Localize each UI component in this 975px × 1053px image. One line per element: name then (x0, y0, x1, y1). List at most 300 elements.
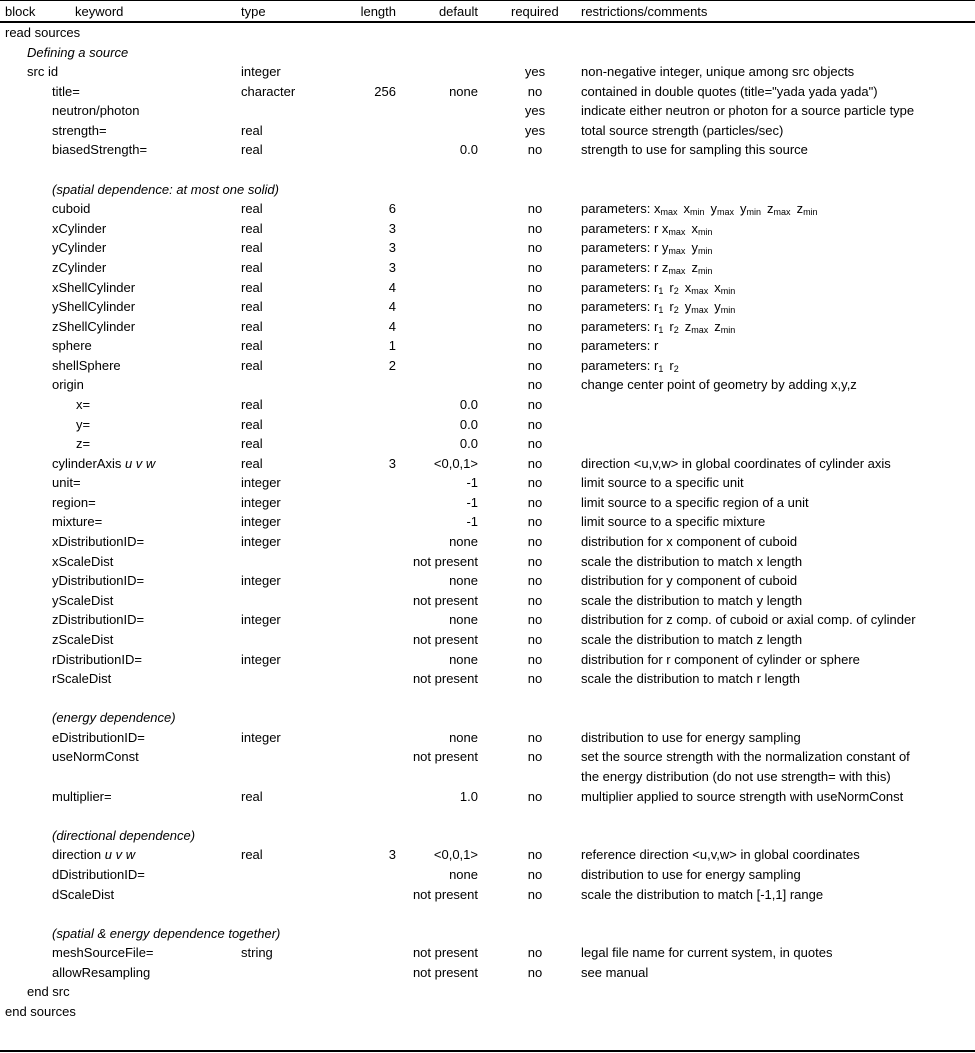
default-cell: 0.0 (459, 417, 478, 432)
default-cell: not present (412, 593, 478, 608)
required-cell: no (527, 965, 543, 980)
keyword-text: zShellCylinder (52, 319, 136, 334)
comment-cell (581, 632, 802, 648)
keyword-text: biasedStrength= (52, 142, 148, 157)
comment-cell (581, 554, 802, 570)
keyword-cell (76, 417, 90, 433)
comment-text: distribution for y component of cuboid (581, 573, 798, 588)
required-cell: no (527, 338, 543, 353)
section-heading (27, 45, 128, 61)
keyword-text: z= (76, 436, 91, 451)
type-cell: real (241, 847, 263, 862)
required-cell: no (527, 456, 543, 471)
keyword-args: u v w (124, 456, 156, 471)
keyword-text: yScaleDist (52, 593, 114, 608)
comment-text: change center point of geometry by adding x,y,z (581, 377, 857, 392)
type-cell: real (241, 201, 263, 216)
keyword-cell (52, 338, 92, 354)
comment-cell (581, 495, 809, 511)
keyword-args: u v w (104, 847, 136, 862)
comment-text: distribution for z comp. of cuboid or axial comp. of cylinder (581, 612, 916, 627)
keyword-text: dScaleDist (52, 887, 115, 902)
comment-text: parameters: (581, 280, 654, 295)
default-cell: none (449, 84, 478, 99)
parameter-symbol: $y_{max}$ (684, 299, 709, 315)
required-cell: no (527, 671, 543, 686)
comment-cell (581, 945, 832, 961)
keyword-cell (52, 475, 81, 491)
required-cell: no (527, 612, 543, 627)
default-cell: not present (412, 554, 478, 569)
length-cell: 4 (388, 319, 396, 334)
keyword-text: rScaleDist (52, 671, 112, 686)
type-cell: real (241, 221, 263, 236)
keyword-text: yDistributionID= (52, 573, 145, 588)
comment-cell (581, 260, 712, 276)
required-cell: no (527, 730, 543, 745)
comment-cell (581, 789, 903, 805)
parameter-symbol: $x_{min}$ (683, 201, 705, 217)
required-cell: no (527, 534, 543, 549)
required-cell: yes (524, 64, 546, 79)
comment-text: parameters: (581, 299, 654, 314)
keyword-cell (52, 456, 155, 472)
default-cell: not present (412, 749, 478, 764)
comment-cell (581, 142, 808, 158)
comment-text: parameters: (581, 201, 654, 216)
required-cell: no (527, 514, 543, 529)
keyword-text: meshSourceFile= (52, 945, 154, 960)
default-cell: -1 (466, 475, 478, 490)
parameter-symbol: $y_{min}$ (740, 201, 762, 217)
keyword-text: zCylinder (52, 260, 107, 275)
keyword-text: y= (76, 417, 91, 432)
keyword-cell (27, 64, 58, 80)
required-cell: no (527, 221, 543, 236)
comment-cell (581, 965, 648, 981)
keyword-cell (52, 142, 147, 158)
header-comments: restrictions/comments (581, 4, 708, 19)
required-cell: no (527, 789, 543, 804)
keyword-text: title= (52, 84, 80, 99)
comment-text: set the source strength with the normalization constant of (581, 749, 910, 764)
keyword-text: (spatial dependence: at most one solid) (52, 182, 279, 197)
comment-text: see manual (581, 965, 649, 980)
comment-cell (581, 475, 744, 491)
type-cell: real (241, 319, 263, 334)
keyword-cell (52, 789, 112, 805)
comment-cell (581, 456, 891, 472)
required-cell: no (527, 475, 543, 490)
required-cell: no (527, 632, 543, 647)
comment-text: scale the distribution to match x length (581, 554, 803, 569)
parameter-symbol: $r_2$ (669, 280, 679, 296)
keyword-cell (52, 965, 150, 981)
comment-text: limit source to a specific unit (581, 475, 744, 490)
comment-cell (581, 573, 797, 589)
section-heading (52, 926, 280, 942)
keyword-text: allowResampling (52, 965, 151, 980)
length-cell: 3 (388, 847, 396, 862)
type-cell: real (241, 417, 263, 432)
keyword-cell (52, 652, 142, 668)
keyword-cell (52, 299, 135, 315)
keyword-cell (52, 123, 107, 139)
keyword-cell (27, 984, 70, 1000)
default-cell: 0.0 (459, 142, 478, 157)
keyword-text: sphere (52, 338, 92, 353)
parameter-symbol: $z_{max}$ (684, 319, 709, 335)
comment-text: parameters: (581, 319, 654, 334)
comment-text: limit source to a specific region of a unit (581, 495, 809, 510)
keyword-cell (52, 201, 90, 217)
keyword-text: useNormConst (52, 749, 139, 764)
parameter-symbol: $r_1$ (653, 358, 664, 374)
comment-text: distribution for x component of cuboid (581, 534, 798, 549)
type-cell: real (241, 456, 263, 471)
comment-cell (581, 730, 801, 746)
comment-cell (581, 593, 802, 609)
required-cell: no (527, 593, 543, 608)
comment-text: reference direction <u,v,w> in global coordinates (581, 847, 860, 862)
header-type: type (241, 4, 266, 19)
type-cell: real (241, 260, 263, 275)
header-length: length (360, 4, 396, 19)
comment-text: parameters: r (581, 338, 659, 353)
length-cell: 3 (388, 240, 396, 255)
keyword-text: neutron/photon (52, 103, 140, 118)
keyword-cell (52, 260, 106, 276)
comment-text: distribution to use for energy sampling (581, 730, 801, 745)
type-cell: real (241, 436, 263, 451)
comment-cell (581, 84, 878, 100)
keyword-text: end src (27, 984, 70, 999)
comment-text: parameters: r (581, 260, 662, 275)
comment-cell (581, 612, 916, 628)
keyword-cell (52, 319, 135, 335)
length-cell: 4 (388, 280, 396, 295)
type-cell: integer (241, 534, 281, 549)
parameter-symbol: $r_1$ (653, 319, 664, 335)
keyword-cell (52, 847, 135, 863)
keyword-text: xDistributionID= (52, 534, 145, 549)
comment-cell (581, 338, 658, 354)
keyword-text: dDistributionID= (52, 867, 145, 882)
default-cell: <0,0,1> (433, 456, 478, 471)
keyword-cell (52, 593, 113, 609)
comment-cell (581, 299, 735, 315)
comment-text: limit source to a specific mixture (581, 514, 766, 529)
parameter-symbol: $z_{min}$ (796, 201, 818, 217)
length-cell: 3 (388, 260, 396, 275)
comment-cell (581, 64, 854, 80)
keyword-text: xShellCylinder (52, 280, 136, 295)
comment-cell (581, 221, 712, 237)
keyword-cell (52, 730, 145, 746)
required-cell: yes (524, 123, 546, 138)
required-cell: no (527, 417, 543, 432)
default-cell: <0,0,1> (433, 847, 478, 862)
keyword-text: strength= (52, 123, 107, 138)
comment-text: distribution to use for energy sampling (581, 867, 801, 882)
keyword-cell (52, 495, 96, 511)
default-cell: -1 (466, 514, 478, 529)
keyword-cell (52, 84, 80, 100)
comment-text: parameters: (581, 358, 654, 373)
keyword-text: cuboid (52, 201, 91, 216)
keyword-cell (52, 240, 106, 256)
keyword-cell (52, 534, 144, 550)
keyword-cell (52, 612, 144, 628)
parameter-symbol: $x_{min}$ (691, 221, 713, 237)
required-cell: no (527, 397, 543, 412)
type-cell: integer (241, 573, 281, 588)
parameter-symbol: $y_{min}$ (714, 299, 736, 315)
keyword-text: (energy dependence) (52, 710, 176, 725)
header-required: required (511, 4, 559, 19)
required-cell: no (527, 377, 543, 392)
required-cell: no (527, 847, 543, 862)
keyword-cell (52, 103, 139, 119)
default-cell: none (449, 534, 478, 549)
keyword-text: xCylinder (52, 221, 107, 236)
keyword-text: src id (27, 64, 59, 79)
comment-cell-continued: the energy distribution (do not use strength= with this) (581, 769, 891, 784)
default-cell: none (449, 867, 478, 882)
block-label: end sources (5, 1004, 76, 1019)
keyword-text: multiplier= (52, 789, 112, 804)
type-cell: real (241, 142, 263, 157)
length-cell: 6 (388, 201, 396, 216)
comment-cell (581, 887, 823, 903)
required-cell: no (527, 887, 543, 902)
type-cell: real (241, 789, 263, 804)
keyword-text: (spatial & energy dependence together) (52, 926, 281, 941)
parameter-symbol: $z_{max}$ (767, 201, 791, 217)
type-cell: integer (241, 612, 281, 627)
keyword-text: direction (52, 847, 105, 862)
type-cell: integer (241, 495, 281, 510)
section-heading (52, 828, 195, 844)
comment-cell (581, 847, 860, 863)
comment-text: legal file name for current system, in quotes (581, 945, 833, 960)
keyword-cell (52, 887, 114, 903)
keyword-cell (52, 945, 154, 961)
required-cell: no (527, 945, 543, 960)
default-cell: not present (412, 632, 478, 647)
parameter-symbol: $y_{max}$ (661, 240, 686, 256)
type-cell: real (241, 338, 263, 353)
keyword-text: region= (52, 495, 96, 510)
comment-text: scale the distribution to match [-1,1] range (581, 887, 824, 902)
parameter-symbol: $x_{min}$ (714, 280, 736, 296)
comment-cell (581, 319, 735, 335)
keyword-cell (76, 436, 90, 452)
parameter-symbol: $r_2$ (669, 358, 679, 374)
type-cell: real (241, 299, 263, 314)
default-cell: none (449, 612, 478, 627)
comment-text: parameters: r (581, 240, 662, 255)
keyword-text: zDistributionID= (52, 612, 145, 627)
default-cell: none (449, 730, 478, 745)
default-cell: not present (412, 887, 478, 902)
parameter-symbol: $x_{max}$ (653, 201, 678, 217)
required-cell: no (527, 554, 543, 569)
keyword-text: yCylinder (52, 240, 107, 255)
length-cell: 1 (388, 338, 396, 353)
comment-text: multiplier applied to source strength with useNormConst (581, 789, 904, 804)
parameter-symbol: $x_{max}$ (684, 280, 709, 296)
type-cell: string (241, 945, 273, 960)
required-cell: yes (524, 103, 546, 118)
keyword-text: mixture= (52, 514, 103, 529)
type-cell: real (241, 123, 263, 138)
section-heading (52, 182, 279, 198)
length-cell: 3 (388, 221, 396, 236)
comment-cell (581, 867, 801, 883)
parameter-symbol: $z_{min}$ (691, 260, 713, 276)
comment-text: scale the distribution to match y length (581, 593, 803, 608)
comment-cell (581, 123, 783, 139)
type-cell: integer (241, 475, 281, 490)
keyword-cell (52, 358, 121, 374)
keyword-text: zScaleDist (52, 632, 114, 647)
block-label: read sources (5, 25, 81, 40)
parameter-symbol: $y_{max}$ (710, 201, 735, 217)
required-cell: no (527, 201, 543, 216)
required-cell: no (527, 436, 543, 451)
required-cell: no (527, 358, 543, 373)
default-cell: not present (412, 671, 478, 686)
comment-cell (581, 749, 910, 765)
keyword-text: (directional dependence) (52, 828, 196, 843)
section-heading (52, 710, 176, 726)
comment-cell (581, 280, 735, 296)
required-cell: no (527, 652, 543, 667)
keyword-text: unit= (52, 475, 81, 490)
default-cell: 0.0 (459, 397, 478, 412)
required-cell: no (527, 319, 543, 334)
parameter-symbol: $y_{min}$ (691, 240, 713, 256)
table-bottom-rule (0, 1050, 975, 1052)
comment-cell (581, 377, 857, 393)
keyword-cell (52, 573, 144, 589)
default-cell: 0.0 (459, 436, 478, 451)
required-cell: no (527, 299, 543, 314)
keyword-text: x= (76, 397, 91, 412)
table-top-rule (0, 0, 975, 1)
default-cell: none (449, 652, 478, 667)
keyword-cell (52, 749, 139, 765)
comment-text: contained in double quotes (title="yada yada yada") (581, 84, 878, 99)
parameter-symbol: $r_2$ (669, 319, 679, 335)
type-cell: real (241, 397, 263, 412)
comment-cell (581, 652, 860, 668)
required-cell: no (527, 240, 543, 255)
comment-cell (581, 514, 765, 530)
comment-text: strength to use for sampling this source (581, 142, 808, 157)
comment-text: total source strength (particles/sec) (581, 123, 784, 138)
required-cell: no (527, 749, 543, 764)
keyword-cell (52, 377, 84, 393)
type-cell: integer (241, 514, 281, 529)
comment-text: scale the distribution to match z length (581, 632, 803, 647)
default-cell: not present (412, 945, 478, 960)
default-cell: not present (412, 965, 478, 980)
type-cell: character (241, 84, 296, 99)
comment-text: scale the distribution to match r length (581, 671, 800, 686)
keyword-text: cylinderAxis (52, 456, 125, 471)
keyword-text: eDistributionID= (52, 730, 145, 745)
type-cell: real (241, 358, 263, 373)
type-cell: integer (241, 64, 281, 79)
comment-text: direction <u,v,w> in global coordinates of cylinder axis (581, 456, 891, 471)
required-cell: no (527, 280, 543, 295)
keyword-text: origin (52, 377, 84, 392)
header-keyword: keyword (75, 4, 124, 19)
comment-text: parameters: r (581, 221, 662, 236)
required-cell: no (527, 867, 543, 882)
comment-cell (581, 240, 712, 256)
comment-cell (581, 671, 800, 687)
length-cell: 2 (388, 358, 396, 373)
comment-cell (581, 358, 679, 374)
type-cell: real (241, 280, 263, 295)
comment-text: distribution for r component of cylinder or sphere (581, 652, 860, 667)
keyword-text: yShellCylinder (52, 299, 136, 314)
comment-cell (581, 201, 818, 217)
parameter-symbol: $z_{max}$ (661, 260, 686, 276)
comment-cell (581, 103, 914, 119)
comment-cell (581, 534, 797, 550)
parameter-symbol: $r_1$ (653, 299, 664, 315)
keyword-cell (52, 280, 135, 296)
parameter-symbol: $r_2$ (669, 299, 679, 315)
header-default: default (438, 4, 478, 19)
keyword-cell (52, 671, 111, 687)
keyword-cell (76, 397, 90, 413)
keyword-text: shellSphere (52, 358, 121, 373)
required-cell: no (527, 84, 543, 99)
length-cell: 256 (374, 84, 396, 99)
required-cell: no (527, 573, 543, 588)
type-cell: real (241, 240, 263, 255)
default-cell: -1 (466, 495, 478, 510)
type-cell: integer (241, 730, 281, 745)
table-header-rule (0, 21, 975, 23)
keyword-cell (52, 632, 113, 648)
keyword-text: xScaleDist (52, 554, 114, 569)
comment-text: indicate either neutron or photon for a source particle type (581, 103, 915, 118)
keyword-cell (52, 221, 106, 237)
header-block: block (5, 4, 36, 19)
comment-text: non-negative integer, unique among src objects (581, 64, 855, 79)
length-cell: 3 (388, 456, 396, 471)
required-cell: no (527, 495, 543, 510)
parameter-symbol: $z_{min}$ (714, 319, 736, 335)
parameter-symbol: $x_{max}$ (661, 221, 686, 237)
keyword-text: Defining a source (27, 45, 129, 60)
required-cell: no (527, 142, 543, 157)
keyword-cell (52, 554, 113, 570)
keyword-cell (52, 867, 145, 883)
length-cell: 4 (388, 299, 396, 314)
default-cell: none (449, 573, 478, 588)
type-cell: integer (241, 652, 281, 667)
parameter-symbol: $r_1$ (653, 280, 664, 296)
required-cell: no (527, 260, 543, 275)
keyword-text: rDistributionID= (52, 652, 142, 667)
